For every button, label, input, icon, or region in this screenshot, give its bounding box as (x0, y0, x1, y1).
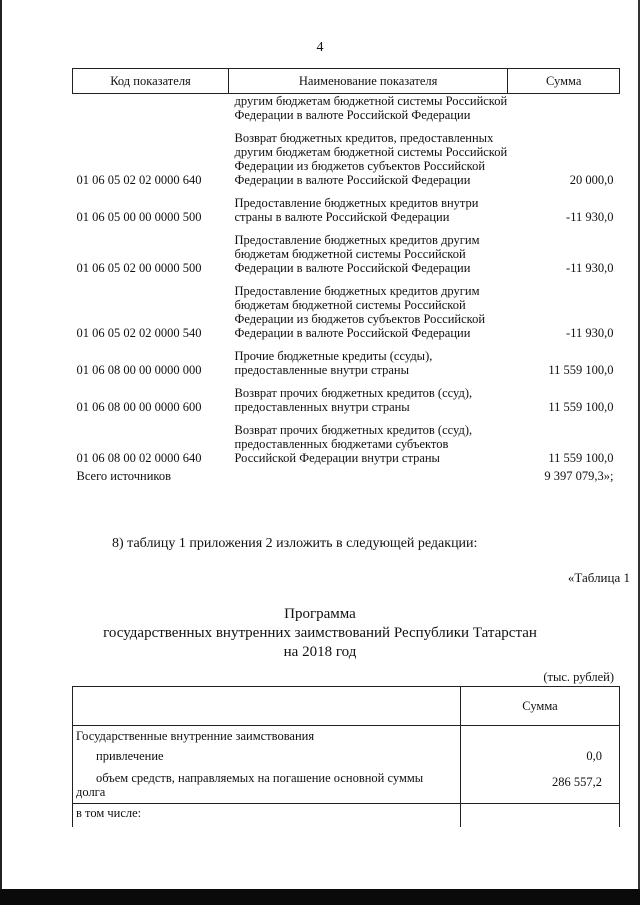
row-sum: 11 559 100,0 (548, 400, 614, 414)
row-name: другим бюджетам бюджетной системы Российской Федерации в валюте Российской Федерации (234, 94, 508, 122)
row-code: 01 06 05 00 00 0000 500 (76, 210, 202, 224)
row-sum: -11 930,0 (566, 261, 614, 275)
row-name: Прочие бюджетные кредиты (ссуды), предоставленные внутри страны (234, 349, 433, 377)
row-sum: 20 000,0 (569, 173, 614, 187)
scan-edge-left (0, 0, 2, 905)
row-sum: -11 930,0 (566, 326, 614, 340)
row-name: Возврат прочих бюджетных кредитов (ссуд), предоставленных бюджетами субъектов Российской Федерации внутри страны (234, 423, 473, 465)
table-row (73, 275, 620, 340)
row-name: Предоставление бюджетных кредитов другим бюджетам бюджетной системы Российской Федерации из бюджетов субъектов Российской Федерации в валюте Российской Федерации (234, 284, 486, 340)
row-code: 01 06 08 00 02 0000 640 (76, 451, 202, 465)
row-code: 01 06 08 00 00 0000 000 (76, 363, 202, 377)
table2-row-divider (72, 803, 620, 804)
row-sum (508, 94, 620, 123)
amendment-paragraph: 8) таблицу 1 приложения 2 изложить в следующей редакции: (112, 536, 478, 551)
scan-bottom-bar (0, 889, 640, 905)
row-sum: -11 930,0 (566, 210, 614, 224)
row-name: Возврат бюджетных кредитов, предоставленных другим бюджетам бюджетной системы Российской Федерации из бюджетов субъектов Российской Федерации в валюте Российской Федерации (234, 131, 508, 187)
total-row (73, 465, 620, 483)
table2-including: в том числе: (76, 806, 142, 820)
table-row (73, 224, 620, 275)
row-name: Предоставление бюджетных кредитов другим бюджетам бюджетной системы Российской Федерации в валюте Российской Федерации (234, 233, 480, 275)
header-code: Код показателя (73, 69, 229, 94)
header-sum: Сумма (508, 69, 620, 94)
table2-repay-value: 286 557,2 (552, 775, 602, 789)
row-name: Предоставление бюджетных кредитов внутри страны в валюте Российской Федерации (234, 196, 479, 224)
total-value: 9 397 079,3»; (544, 469, 614, 483)
row-code: 01 06 08 00 00 0000 600 (76, 400, 202, 414)
table-label: «Таблица 1 (567, 570, 630, 585)
row-code (73, 94, 229, 123)
table2-section-title: Государственные внутренние заимствования (76, 729, 315, 743)
table-row (73, 122, 620, 187)
sources-table (72, 68, 620, 483)
row-code: 01 06 05 02 00 0000 500 (76, 261, 202, 275)
row-code: 01 06 05 02 02 0000 540 (76, 326, 202, 340)
row-sum: 11 559 100,0 (548, 451, 614, 465)
program-title-line-3: на 2018 год (283, 644, 357, 660)
table-row (73, 377, 620, 414)
row-code: 01 06 05 02 02 0000 640 (76, 173, 202, 187)
table2-header-divider (72, 725, 620, 726)
table-row (73, 340, 620, 377)
program-title (0, 605, 640, 662)
table2-border-left (72, 687, 73, 827)
table-row (73, 187, 620, 224)
program-title-line-2: государственных внутренних заимствований Республики Татарстан (103, 625, 537, 641)
row-sum: 11 559 100,0 (548, 363, 614, 377)
table2-attract-label: привлечение (96, 749, 164, 763)
table-row (73, 94, 620, 123)
table-row (73, 414, 620, 465)
table2-header-sum: Сумма (522, 699, 558, 713)
units-note: (тыс. рублей) (543, 670, 614, 684)
borrowing-program-table (72, 686, 620, 827)
page-number: 4 (316, 40, 324, 55)
table2-attract-value: 0,0 (586, 749, 602, 763)
table2-repay-label: объем средств, направляемых на погашение основной суммы долга (76, 771, 424, 799)
total-label: Всего источников (76, 469, 171, 483)
table-header-row (73, 69, 620, 94)
row-name: Возврат прочих бюджетных кредитов (ссуд), предоставленных внутри страны (234, 386, 473, 414)
program-title-line-1: Программа (284, 606, 356, 622)
header-name: Наименование показателя (229, 69, 508, 94)
